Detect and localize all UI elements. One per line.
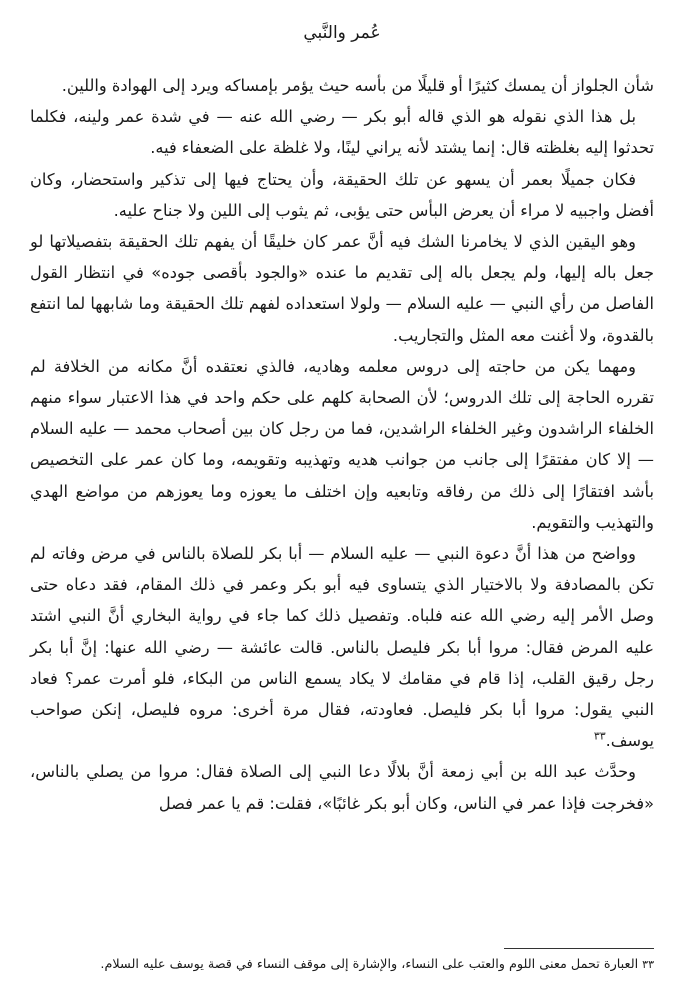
paragraph-7 — [30, 756, 654, 818]
running-header: عُمر والنَّبي — [303, 23, 381, 43]
footnote — [30, 955, 654, 975]
footnote-number: ٣٣ — [642, 958, 654, 971]
paragraph-4 — [30, 226, 654, 351]
footnote-text: العبارة تحمل معنى اللوم والعتب على النساء، والإشارة إلى موقف النساء في قصة يوسف عليه السلام. — [100, 957, 639, 972]
paragraph-1 — [30, 70, 654, 101]
paragraph-text: بل هذا الذي نقوله هو الذي قاله أبو بكر — رضي الله عنه — في شدة عمر ولينه، فكلما تحدثوا إليه بغلظته قال: إنما يشتد لأنه يراني لينًا، ولا غلظة على الضعفاء فيه. — [30, 107, 654, 158]
paragraph-5 — [30, 351, 654, 538]
paragraph-text: وحدَّث عبد الله بن أبي زمعة أنَّ بلالًا دعا النبي إلى الصلاة فقال: مروا من يصلي بالناس، «فخرجت فإذا عمر في الناس، وكان أبو بكر غائبًا»، فقلت: قم يا عمر فصل — [30, 762, 654, 813]
paragraph-6 — [30, 538, 654, 756]
paragraph-3 — [30, 164, 654, 226]
paragraph-text: شأن الجلواز أن يمسك كثيرًا أو قليلًا من بأسه حيث يؤمر بإمساكه ويرد إلى الهوادة واللين. — [61, 76, 654, 95]
footnote-reference[interactable]: ٣٣ — [593, 729, 606, 743]
paragraph-text: فكان جميلًا بعمر أن يسهو عن تلك الحقيقة، وأن يحتاج فيها إلى تذكير واستحضار، وكان أفضل واجبيه لا مراء أن يعرض البأس حتى يؤبى، ثم يثوب إلى اللين ولا جناح عليه. — [30, 169, 654, 220]
paragraph-text: وهو اليقين الذي لا يخامرنا الشك فيه أنَّ عمر كان خليقًا أن يفهم تلك الحقيقة بتفصيلاتها لو جعل باله إليها، ولم يجعل باله إلى تقديم ما عنده «والجود بأقصى جوده» في انتظار القول الفاصل من رأي النبي — عليه السلام — ولولا استعداده لفهم تلك الحقيقة وما شابهها لما انتفع بالقدوة، ولا أغنت معه المثل والتجاريب. — [30, 232, 654, 345]
paragraph-text: ومهما يكن من حاجته إلى دروس معلمه وهاديه، فالذي نعتقده أنَّ مكانه من الخلافة لم تقرره الحاجة إلى تلك الدروس؛ لأن الصحابة كلهم على حكم واحد في هذا الاعتبار سواء منهم الخلفاء الراشدون وغير الخلفاء الراشدين، فما من رجل كان بين أصحاب محمد — عليه السلام — إلا كان مفتقرًا إلى جانب من جوانب هديه وتهذيبه وتقويمه، وما كان عمر على التخصيص بأشد افتقارًا إلى ذلك من رفاقه وتابعيه وإن اختلف ما يعوزه وما يعوزهم من مواضع الهدي والتهذيب والتقويم. — [30, 356, 654, 532]
footnote-divider — [504, 948, 654, 949]
paragraph-2 — [30, 101, 654, 163]
body-text — [30, 70, 654, 819]
paragraph-text: وواضح من هذا أنَّ دعوة النبي — عليه السلام — أبا بكر للصلاة بالناس في مرض وفاته لم تكن بالمصادفة ولا بالاختيار الذي يتساوى فيه أبو بكر وعمر في ذلك المقام، فقد دعاه حتى وصل الأمر إليه رضي الله عنه فلباه. وتفصيل ذلك كما جاء في رواية البخاري أنَّ النبي اشتد عليه المرض فقال: مروا أبا بكر فليصل بالناس. قالت عائشة — رضي الله عنها: إنَّ أبا بكر رجل رقيق القلب، إذا قام في مقامك لا يكاد يسمع الناس من البكاء، فلو أمرت عمر؟ فعاد النبي يقول: مروا أبا بكر فليصل. فعاودته، فقال مرة أخرى: مروه فليصل، إنكن صواحب يوسف. — [30, 544, 654, 751]
